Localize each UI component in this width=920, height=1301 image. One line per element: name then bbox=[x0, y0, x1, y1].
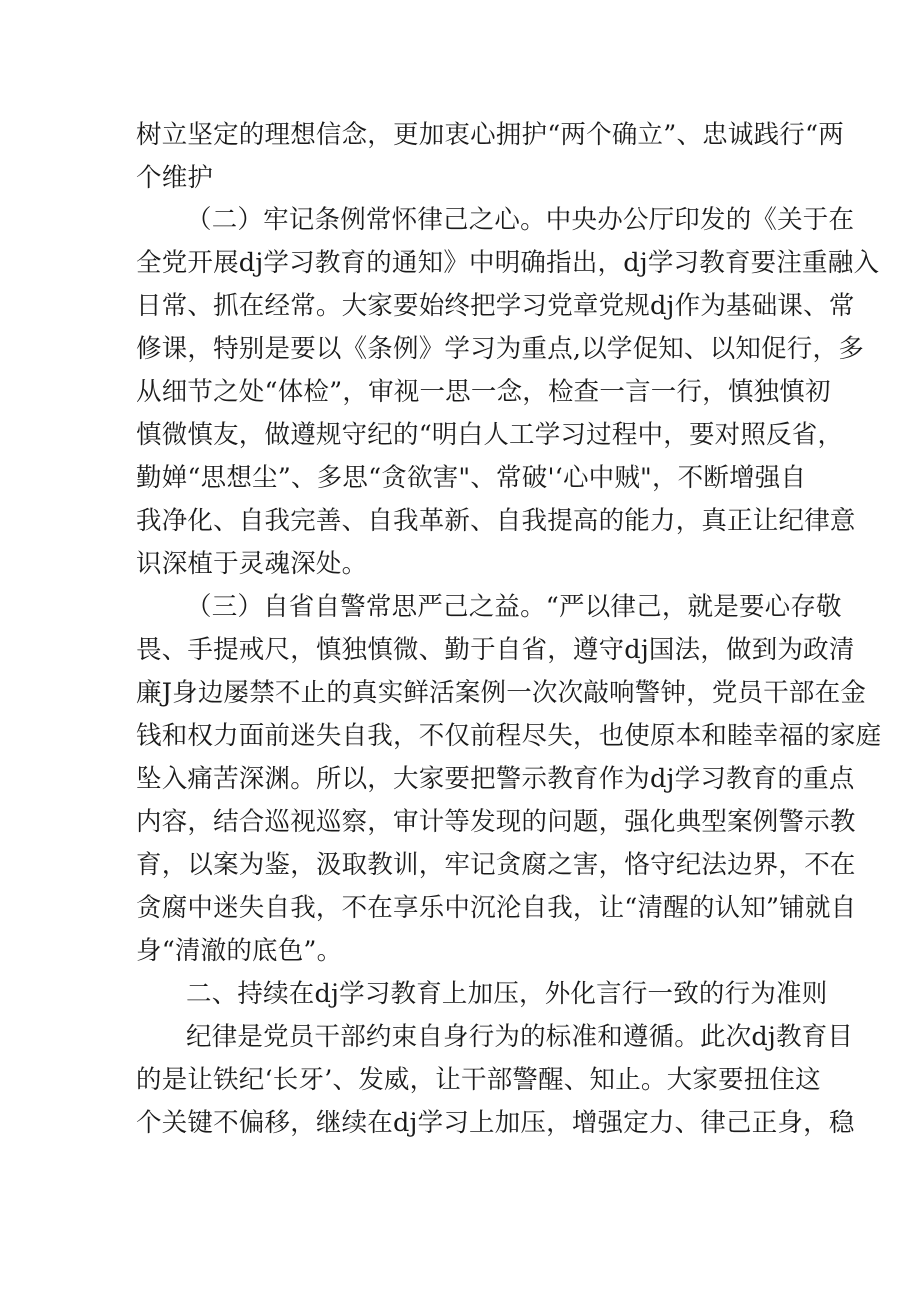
text-line: 个维护 bbox=[136, 163, 214, 193]
text-line: 勤婵“思想尘”、多思“贪欲害"、常破'‘心中贼"，不断增强自 bbox=[136, 463, 807, 493]
text-line: 识深植于灵魂深处。 bbox=[136, 549, 368, 579]
text-line: 纪律是党员干部约束自身行为的标准和遵循。此次dj教育目 bbox=[186, 1022, 854, 1052]
text-line: 钱和权力面前迷失自我，不仅前程尽失，也使原本和睦幸福的家庭 bbox=[136, 721, 882, 751]
text-line: 坠入痛苦深渊。所以，大家要把警示教育作为dj学习教育的重点 bbox=[136, 764, 855, 794]
text-line: 的是让铁纪‘长牙’、发威，让干部警醒、知止。大家要扭住这 bbox=[136, 1065, 821, 1095]
text-line: 贪腐中迷失自我，不在享乐中沉沦自我，让“清醒的认知”铺就自 bbox=[136, 893, 857, 923]
text-line: 畏、手提戒尺，慎独慎微、勤于自省，遵守dj国法，做到为政清 bbox=[136, 635, 855, 665]
text-line: 日常、抓在经常。大家要始终把学习党章党规dj作为基础课、常 bbox=[136, 291, 855, 321]
text-line: 修课，特别是要以《条例》学习为重点,以学促知、以知促行，多 bbox=[136, 334, 864, 364]
text-line: 全党开展dj学习教育的通知》中明确指出，dj学习教育要注重融入 bbox=[136, 248, 880, 278]
text-line: 慎微慎友，做遵规守纪的“明白人工学习过程中，要对照反省， bbox=[136, 420, 844, 450]
paragraph-heading-line: （三）自省自警常思严己之益。“严以律己，就是要心存敬 bbox=[186, 592, 842, 622]
text-line: 身“清澈的底色”。 bbox=[136, 936, 343, 966]
text-line: 树立坚定的理想信念，更加衷心拥护“两个确立”、忠诚践行“两 bbox=[136, 120, 844, 150]
text-line: 从细节之处“体检”，审视一思一念，检查一言一行，慎独慎初 bbox=[136, 377, 831, 407]
text-line: 我净化、自我完善、自我革新、自我提高的能力，真正让纪律意 bbox=[136, 506, 856, 536]
paragraph-heading-line: （二）牢记条例常怀律己之心。中央办公厅印发的《关于在 bbox=[186, 205, 855, 235]
section-heading: 二、持续在dj学习教育上加压，外化言行一致的行为准则 bbox=[186, 979, 828, 1009]
text-line: 内容，结合巡视巡察，审计等发现的问题，强化典型案例警示教 bbox=[136, 807, 856, 837]
text-line: 育，以案为鉴，汲取教训，牢记贪腐之害，恪守纪法边界，不在 bbox=[136, 850, 856, 880]
text-line: 个关键不偏移，继续在dj学习上加压，增强定力、律己正身，稳 bbox=[136, 1108, 855, 1138]
text-line: 廉J身边屡禁不止的真实鲜活案例一次次敲响警钟，党员干部在金 bbox=[136, 678, 867, 708]
